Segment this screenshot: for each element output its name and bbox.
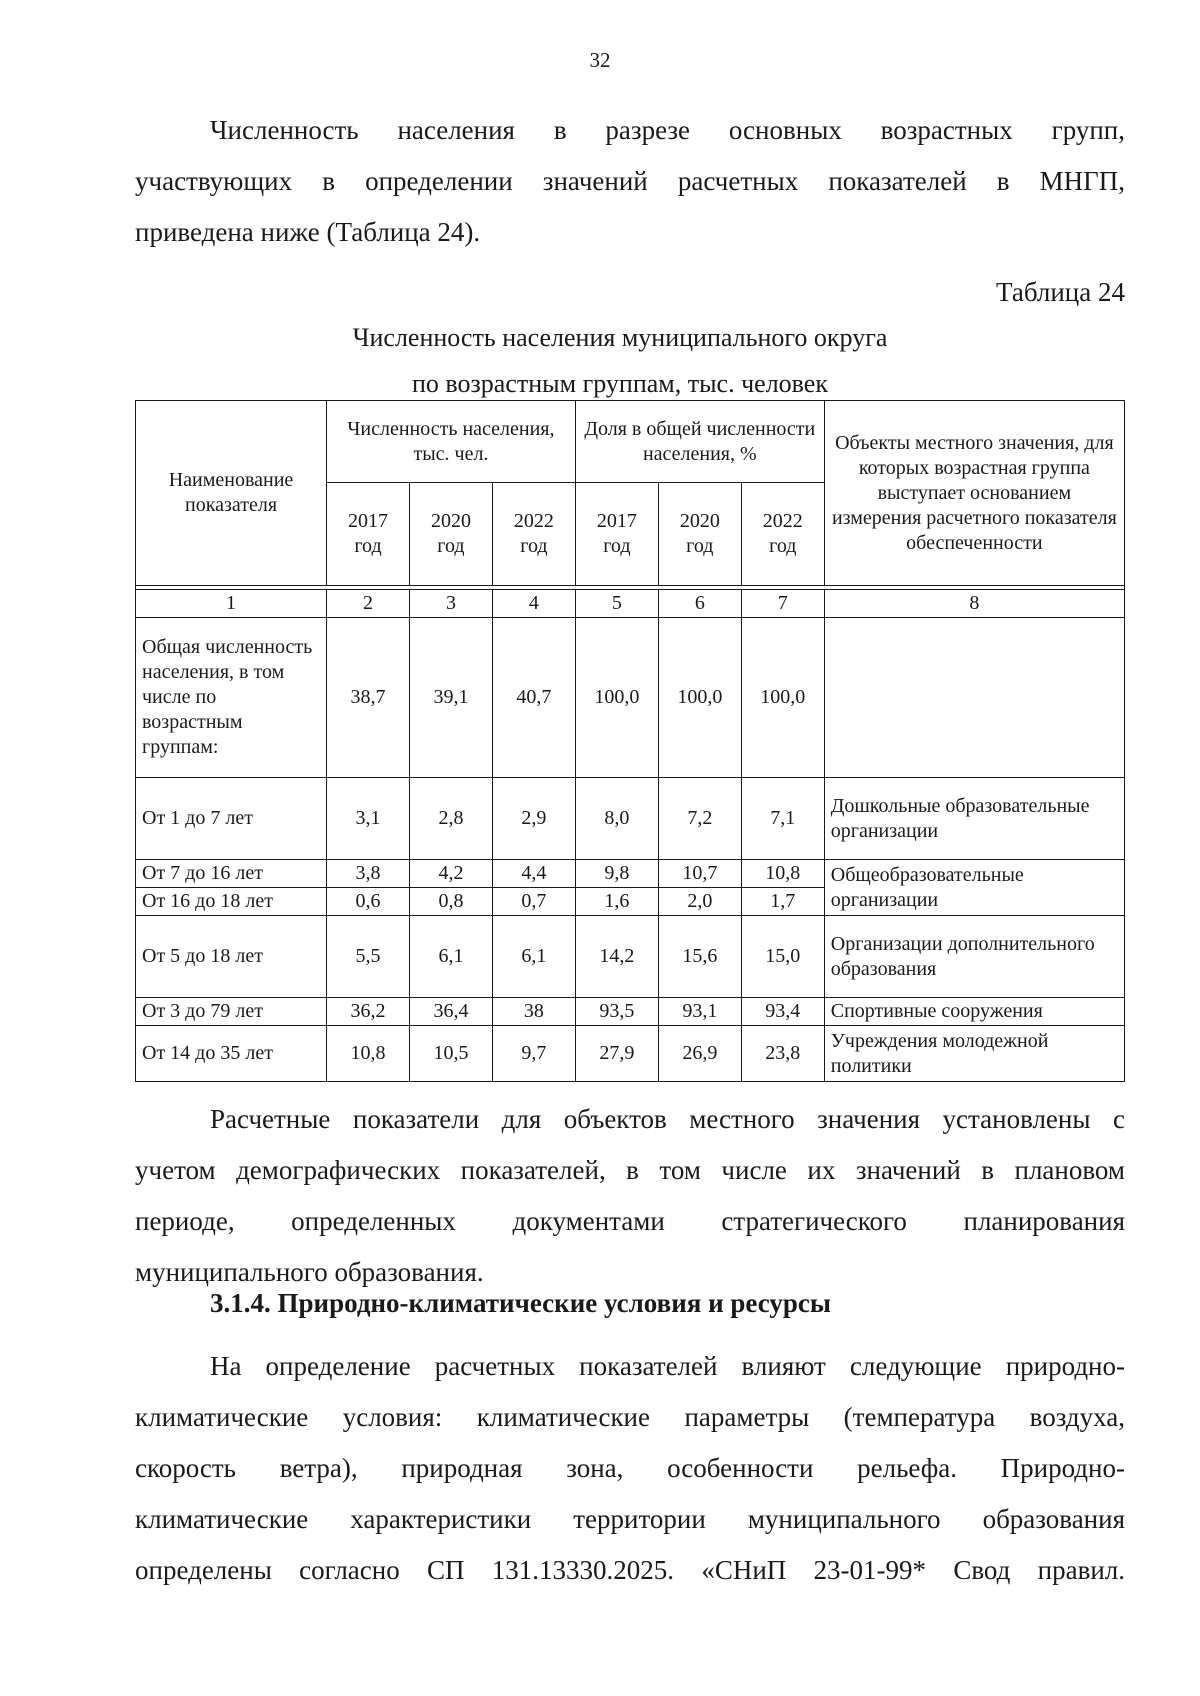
paragraph-line: определены согласно СП 131.13330.2025. «СНиП 23-01-99* Свод правил. [135,1555,1125,1585]
header-year: 2017 год [327,483,410,586]
header-year: 2020 год [658,483,741,586]
row-object: Организации дополнительного образования [824,916,1124,998]
cell-value: 7,1 [741,778,824,860]
cell-value: 0,8 [409,888,492,916]
row-object [824,618,1124,778]
climate-paragraph [135,1341,1125,1596]
header-year: 2020 год [409,483,492,586]
intro-line: Численность населения в разрезе основных возрастных групп, [210,115,1125,145]
page-number: 32 [589,48,611,72]
cell-value: 40,7 [492,618,575,778]
cell-value: 0,6 [327,888,410,916]
column-number-row [136,590,1125,618]
row-name: От 1 до 7 лет [136,778,327,860]
cell-value: 39,1 [409,618,492,778]
cell-value: 3,8 [327,860,410,888]
paragraph-line: На определение расчетных показателей влияют следующие природно- [210,1351,1125,1381]
column-number: 6 [658,590,741,618]
cell-value: 100,0 [741,618,824,778]
table-caption-line-2: по возрастным группам, тыс. человек [412,369,828,398]
table-header-row [136,401,1125,483]
column-number: 7 [741,590,824,618]
cell-value: 10,5 [409,1026,492,1082]
cell-value: 4,2 [409,860,492,888]
cell-value: 26,9 [658,1026,741,1082]
cell-value: 7,2 [658,778,741,860]
column-number: 1 [136,590,327,618]
cell-value: 93,1 [658,998,741,1026]
cell-value: 93,4 [741,998,824,1026]
row-object: Спортивные сооружения [824,998,1124,1026]
paragraph-line: климатические условия: климатические параметры (температура воздуха, [135,1402,1125,1432]
row-name: От 3 до 79 лет [136,998,327,1026]
cell-value: 0,7 [492,888,575,916]
cell-value: 38 [492,998,575,1026]
paragraph-line: муниципального образования. [135,1257,484,1287]
column-number: 3 [409,590,492,618]
table-caption-line-1: Численность населения муниципального округа [352,323,888,352]
cell-value: 38,7 [327,618,410,778]
cell-value: 15,0 [741,916,824,998]
paragraph-line: периоде, определенных документами стратегического планирования [135,1206,1125,1236]
cell-value: 15,6 [658,916,741,998]
population-table [135,400,1125,1082]
cell-value: 9,7 [492,1026,575,1082]
row-name: От 16 до 18 лет [136,888,327,916]
table-label: Таблица 24 [996,277,1125,307]
cell-value: 1,7 [741,888,824,916]
column-number: 8 [824,590,1124,618]
cell-value: 36,2 [327,998,410,1026]
cell-value: 8,0 [575,778,658,860]
cell-value: 14,2 [575,916,658,998]
column-number: 5 [575,590,658,618]
cell-value: 1,6 [575,888,658,916]
cell-value: 100,0 [575,618,658,778]
row-object: Дошкольные образовательные организации [824,778,1124,860]
cell-value: 23,8 [741,1026,824,1082]
header-share: Доля в общей численности населения, % [575,401,824,483]
table-row [136,618,1125,778]
table-row [136,916,1125,998]
header-objects: Объекты местного значения, для которых возрастная группа выступает основанием измерения расчетного показателя обеспеченности [824,401,1124,586]
paragraph-line: Расчетные показатели для объектов местного значения установлены с [210,1104,1125,1134]
row-object: Общеобразовательные организации [824,860,1124,916]
intro-line: участвующих в определении значений расчетных показателей в МНГП, [135,166,1125,196]
section-heading: 3.1.4. Природно-климатические условия и ресурсы [210,1288,831,1318]
paragraph-line: скорость ветра), природная зона, особенности рельефа. Природно- [135,1453,1125,1483]
cell-value: 10,8 [741,860,824,888]
cell-value: 2,9 [492,778,575,860]
intro-line: приведена ниже (Таблица 24). [135,217,481,247]
row-object: Учреждения молодежной политики [824,1026,1124,1082]
paragraph-line: климатические характеристики территории муниципального образования [135,1504,1125,1534]
column-number: 4 [492,590,575,618]
cell-value: 27,9 [575,1026,658,1082]
paragraph-line: учетом демографических показателей, в том числе их значений в плановом [135,1155,1125,1185]
row-name: От 14 до 35 лет [136,1026,327,1082]
table-row [136,778,1125,860]
cell-value: 10,7 [658,860,741,888]
cell-value: 5,5 [327,916,410,998]
cell-value: 4,4 [492,860,575,888]
header-population: Численность населения, тыс. чел. [327,401,576,483]
table-row [136,860,1125,888]
cell-value: 100,0 [658,618,741,778]
cell-value: 6,1 [409,916,492,998]
cell-value: 2,0 [658,888,741,916]
demographics-paragraph [135,1094,1125,1298]
cell-value: 9,8 [575,860,658,888]
column-number: 2 [327,590,410,618]
cell-value: 6,1 [492,916,575,998]
cell-value: 93,5 [575,998,658,1026]
row-name: От 7 до 16 лет [136,860,327,888]
cell-value: 36,4 [409,998,492,1026]
intro-paragraph [135,105,1125,258]
header-name: Наименование показателя [136,401,327,586]
cell-value: 3,1 [327,778,410,860]
header-year: 2017 год [575,483,658,586]
table-row [136,998,1125,1026]
header-year: 2022 год [741,483,824,586]
row-name: От 5 до 18 лет [136,916,327,998]
table-row [136,1026,1125,1082]
cell-value: 10,8 [327,1026,410,1082]
header-year: 2022 год [492,483,575,586]
row-name: Общая численность населения, в том числе по возрастным группам: [136,618,327,778]
cell-value: 2,8 [409,778,492,860]
